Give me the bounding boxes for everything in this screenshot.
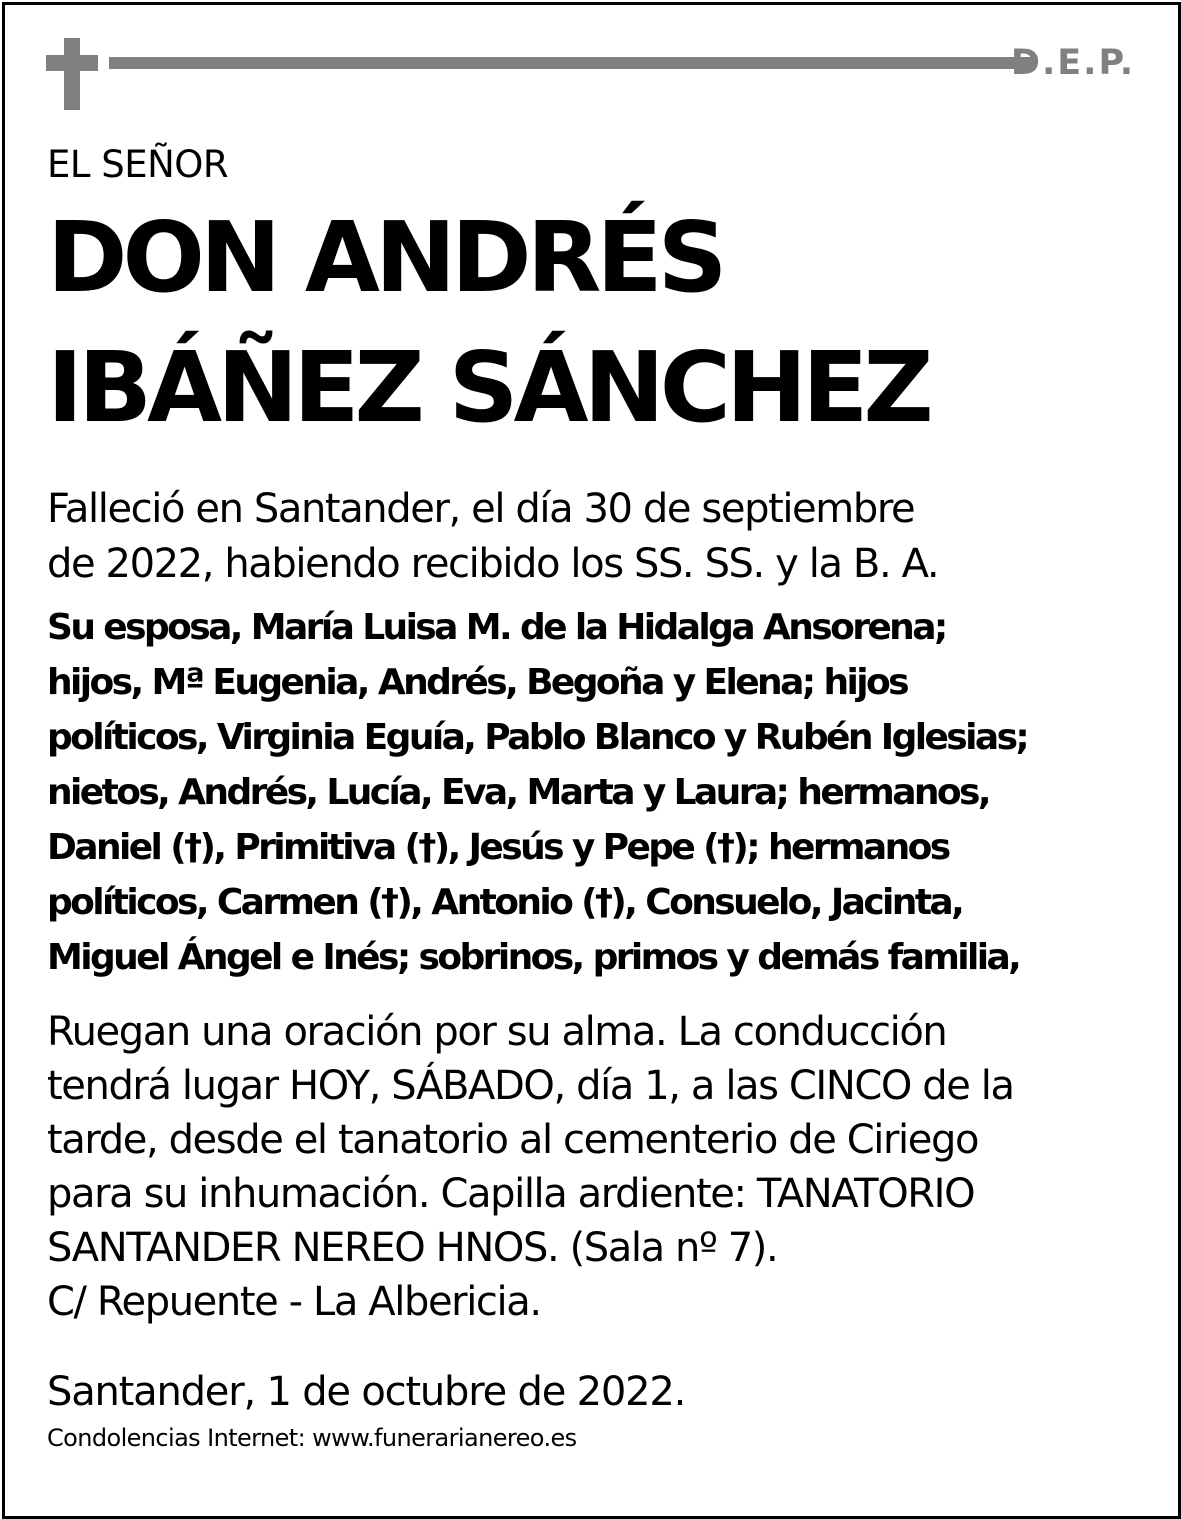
service-line: C/ Repuente - La Albericia. xyxy=(47,1279,541,1325)
family-line: Miguel Ángel e Inés; sobrinos, primos y demás familia, xyxy=(47,937,1020,978)
family-line: nietos, Andrés, Lucía, Eva, Marta y Laura; hermanos, xyxy=(47,772,989,813)
service-paragraph xyxy=(47,1005,1014,1329)
family-line: Su esposa, María Luisa M. de la Hidalga Ansorena; xyxy=(47,607,946,648)
deceased-name-line-1: DON ANDRÉS xyxy=(47,201,723,314)
service-line: tendrá lugar HOY, SÁBADO, día 1, a las CINCO de la xyxy=(47,1063,1014,1109)
service-line: tarde, desde el tanatorio al cementerio de Ciriego xyxy=(47,1117,979,1163)
family-paragraph xyxy=(47,600,1027,985)
death-notice-line: de 2022, habiendo recibido los SS. SS. y la B. A. xyxy=(47,541,939,587)
family-line: Daniel (†), Primitiva (†), Jesús y Pepe (†); hermanos xyxy=(47,827,949,868)
header-rule xyxy=(109,57,1036,69)
place-date-line: Santander, 1 de octubre de 2022. xyxy=(47,1369,686,1415)
deceased-name-line-2: IBÁÑEZ SÁNCHEZ xyxy=(47,331,929,444)
service-line: SANTANDER NEREO HNOS. (Sala nº 7). xyxy=(47,1225,778,1271)
death-notice-line: Falleció en Santander, el día 30 de septiembre xyxy=(47,486,915,532)
service-line: para su inhumación. Capilla ardiente: TANATORIO xyxy=(47,1171,975,1217)
condolences-footer: Condolencias Internet: www.funerarianereo.es xyxy=(47,1424,577,1452)
family-line: políticos, Virginia Eguía, Pablo Blanco y Rubén Iglesias; xyxy=(47,717,1028,758)
honorific-title: EL SEÑOR xyxy=(47,143,229,186)
header-bar xyxy=(46,38,1136,110)
family-line: hijos, Mª Eugenia, Andrés, Begoña y Elena; hijos xyxy=(47,662,907,703)
service-line: Ruegan una oración por su alma. La conducción xyxy=(47,1009,947,1055)
family-line: políticos, Carmen (†), Antonio (†), Consuelo, Jacinta, xyxy=(47,882,963,923)
dep-label: D.E.P. xyxy=(1010,43,1135,83)
death-notice-paragraph xyxy=(47,482,938,592)
